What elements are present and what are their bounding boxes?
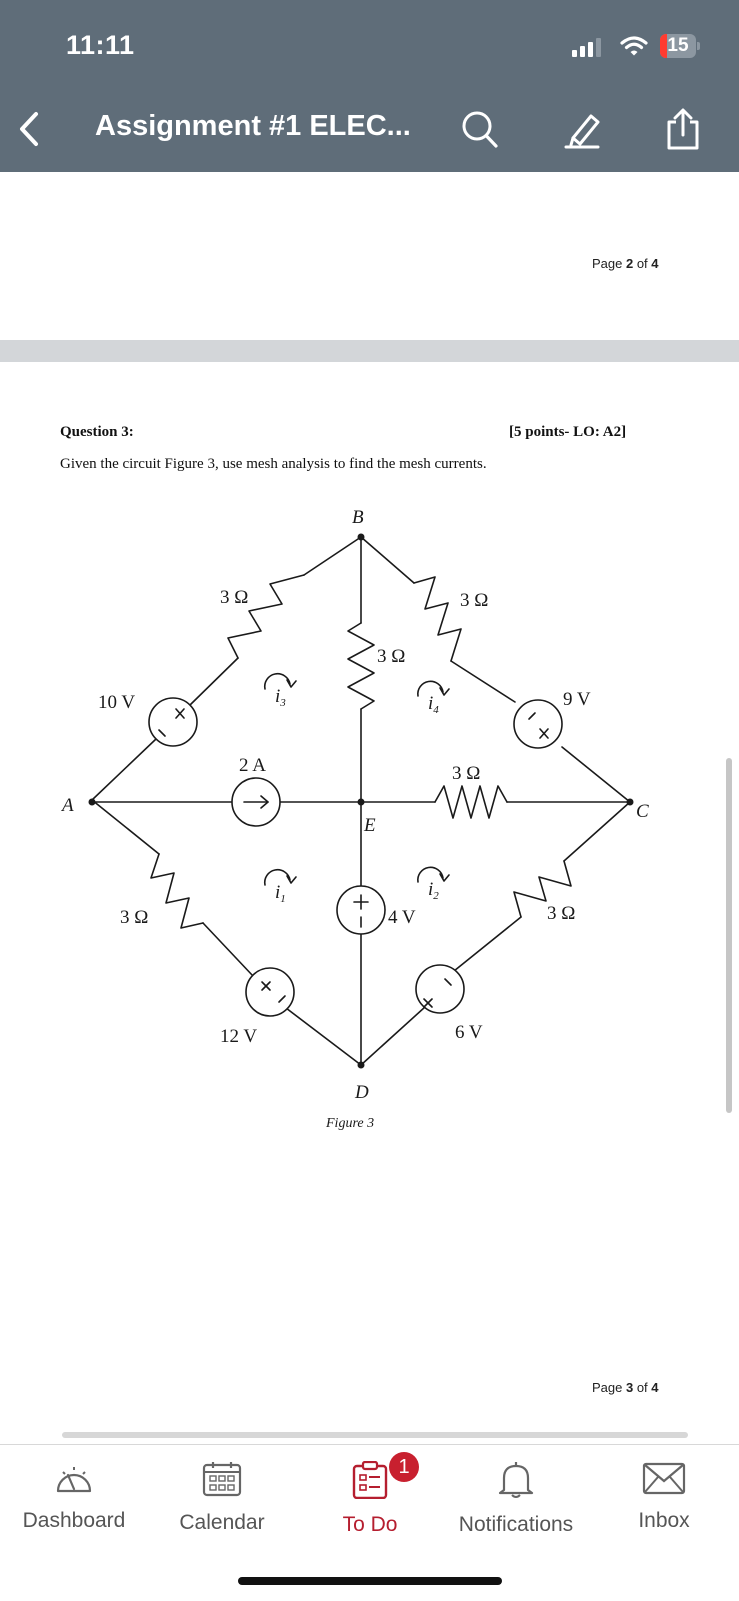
mesh-i1-label: $i_1$ (275, 882, 286, 905)
tab-inbox[interactable] (624, 1461, 704, 1533)
source-6v-label: 6 V (455, 1022, 483, 1043)
resistor-bc-label: 3 Ω (460, 590, 489, 611)
question-title: Question 3: (60, 424, 134, 440)
source-10v-label: 10 V (98, 692, 136, 713)
page-separator (0, 340, 739, 362)
mesh-i4-label: $i_4$ (428, 693, 439, 716)
node-e-label: E (364, 815, 376, 836)
source-12v-label: 12 V (220, 1026, 258, 1047)
back-chevron-icon[interactable] (14, 108, 44, 150)
search-icon[interactable] (460, 108, 500, 150)
vertical-scrollbar[interactable] (726, 758, 732, 1113)
status-time: 11:11 (66, 30, 135, 60)
tab-notifications-label: Notifications (458, 1513, 574, 1536)
source-4v-label: 4 V (388, 907, 416, 928)
figure-caption: Figure 3 (326, 1116, 375, 1131)
resistor-ec-label: 3 Ω (452, 763, 481, 784)
tab-dashboard[interactable] (20, 1461, 128, 1533)
resistor-be-label: 3 Ω (377, 646, 406, 667)
tab-calendar-label: Calendar (179, 1511, 265, 1534)
horizontal-scrollbar[interactable] (62, 1432, 688, 1438)
resistor-ab-label: 3 Ω (220, 587, 249, 608)
tab-dashboard-label: Dashboard (22, 1509, 126, 1532)
annotate-pen-icon[interactable] (563, 108, 603, 150)
resistor-ad-label: 3 Ω (120, 907, 149, 928)
tab-calendar[interactable] (172, 1461, 272, 1535)
page-indicator: Page 2 of 4 (592, 256, 659, 271)
circuit-diagram (40, 505, 680, 1145)
mesh-i3-label: $i_3$ (275, 686, 286, 709)
share-icon[interactable] (663, 108, 703, 150)
battery-level: 15 (667, 35, 689, 56)
node-c-label: C (636, 801, 649, 822)
tab-inbox-label: Inbox (638, 1509, 690, 1532)
mesh-i2-label: $i_2$ (428, 879, 439, 902)
app-header (0, 0, 739, 172)
source-2a-label: 2 A (239, 755, 266, 776)
resistor-cd-label: 3 Ω (547, 903, 576, 924)
battery-icon (660, 34, 700, 58)
node-a-label: A (62, 795, 74, 816)
todo-badge: 1 (389, 1452, 419, 1482)
node-d-label: D (355, 1082, 369, 1103)
calendar-icon (202, 1461, 242, 1497)
question-points: [5 points- LO: A2] (509, 424, 627, 440)
source-9v-label: 9 V (563, 689, 591, 710)
todo-clipboard-icon (350, 1461, 390, 1499)
document-title: Assignment #1 ELEC... (95, 110, 411, 142)
tab-todo-label: To Do (342, 1513, 398, 1536)
inbox-envelope-icon (642, 1461, 686, 1495)
wifi-icon (620, 34, 648, 58)
dashboard-gauge-icon (51, 1461, 97, 1495)
tab-notifications[interactable] (446, 1461, 586, 1537)
home-indicator[interactable] (238, 1577, 502, 1585)
cellular-signal-icon (572, 37, 602, 57)
page-indicator-bottom: Page 3 of 4 (592, 1380, 659, 1395)
notifications-bell-icon (496, 1461, 536, 1499)
question-body: Given the circuit Figure 3, use mesh analysis to find the mesh currents. (60, 456, 487, 472)
node-b-label: B (352, 507, 364, 528)
